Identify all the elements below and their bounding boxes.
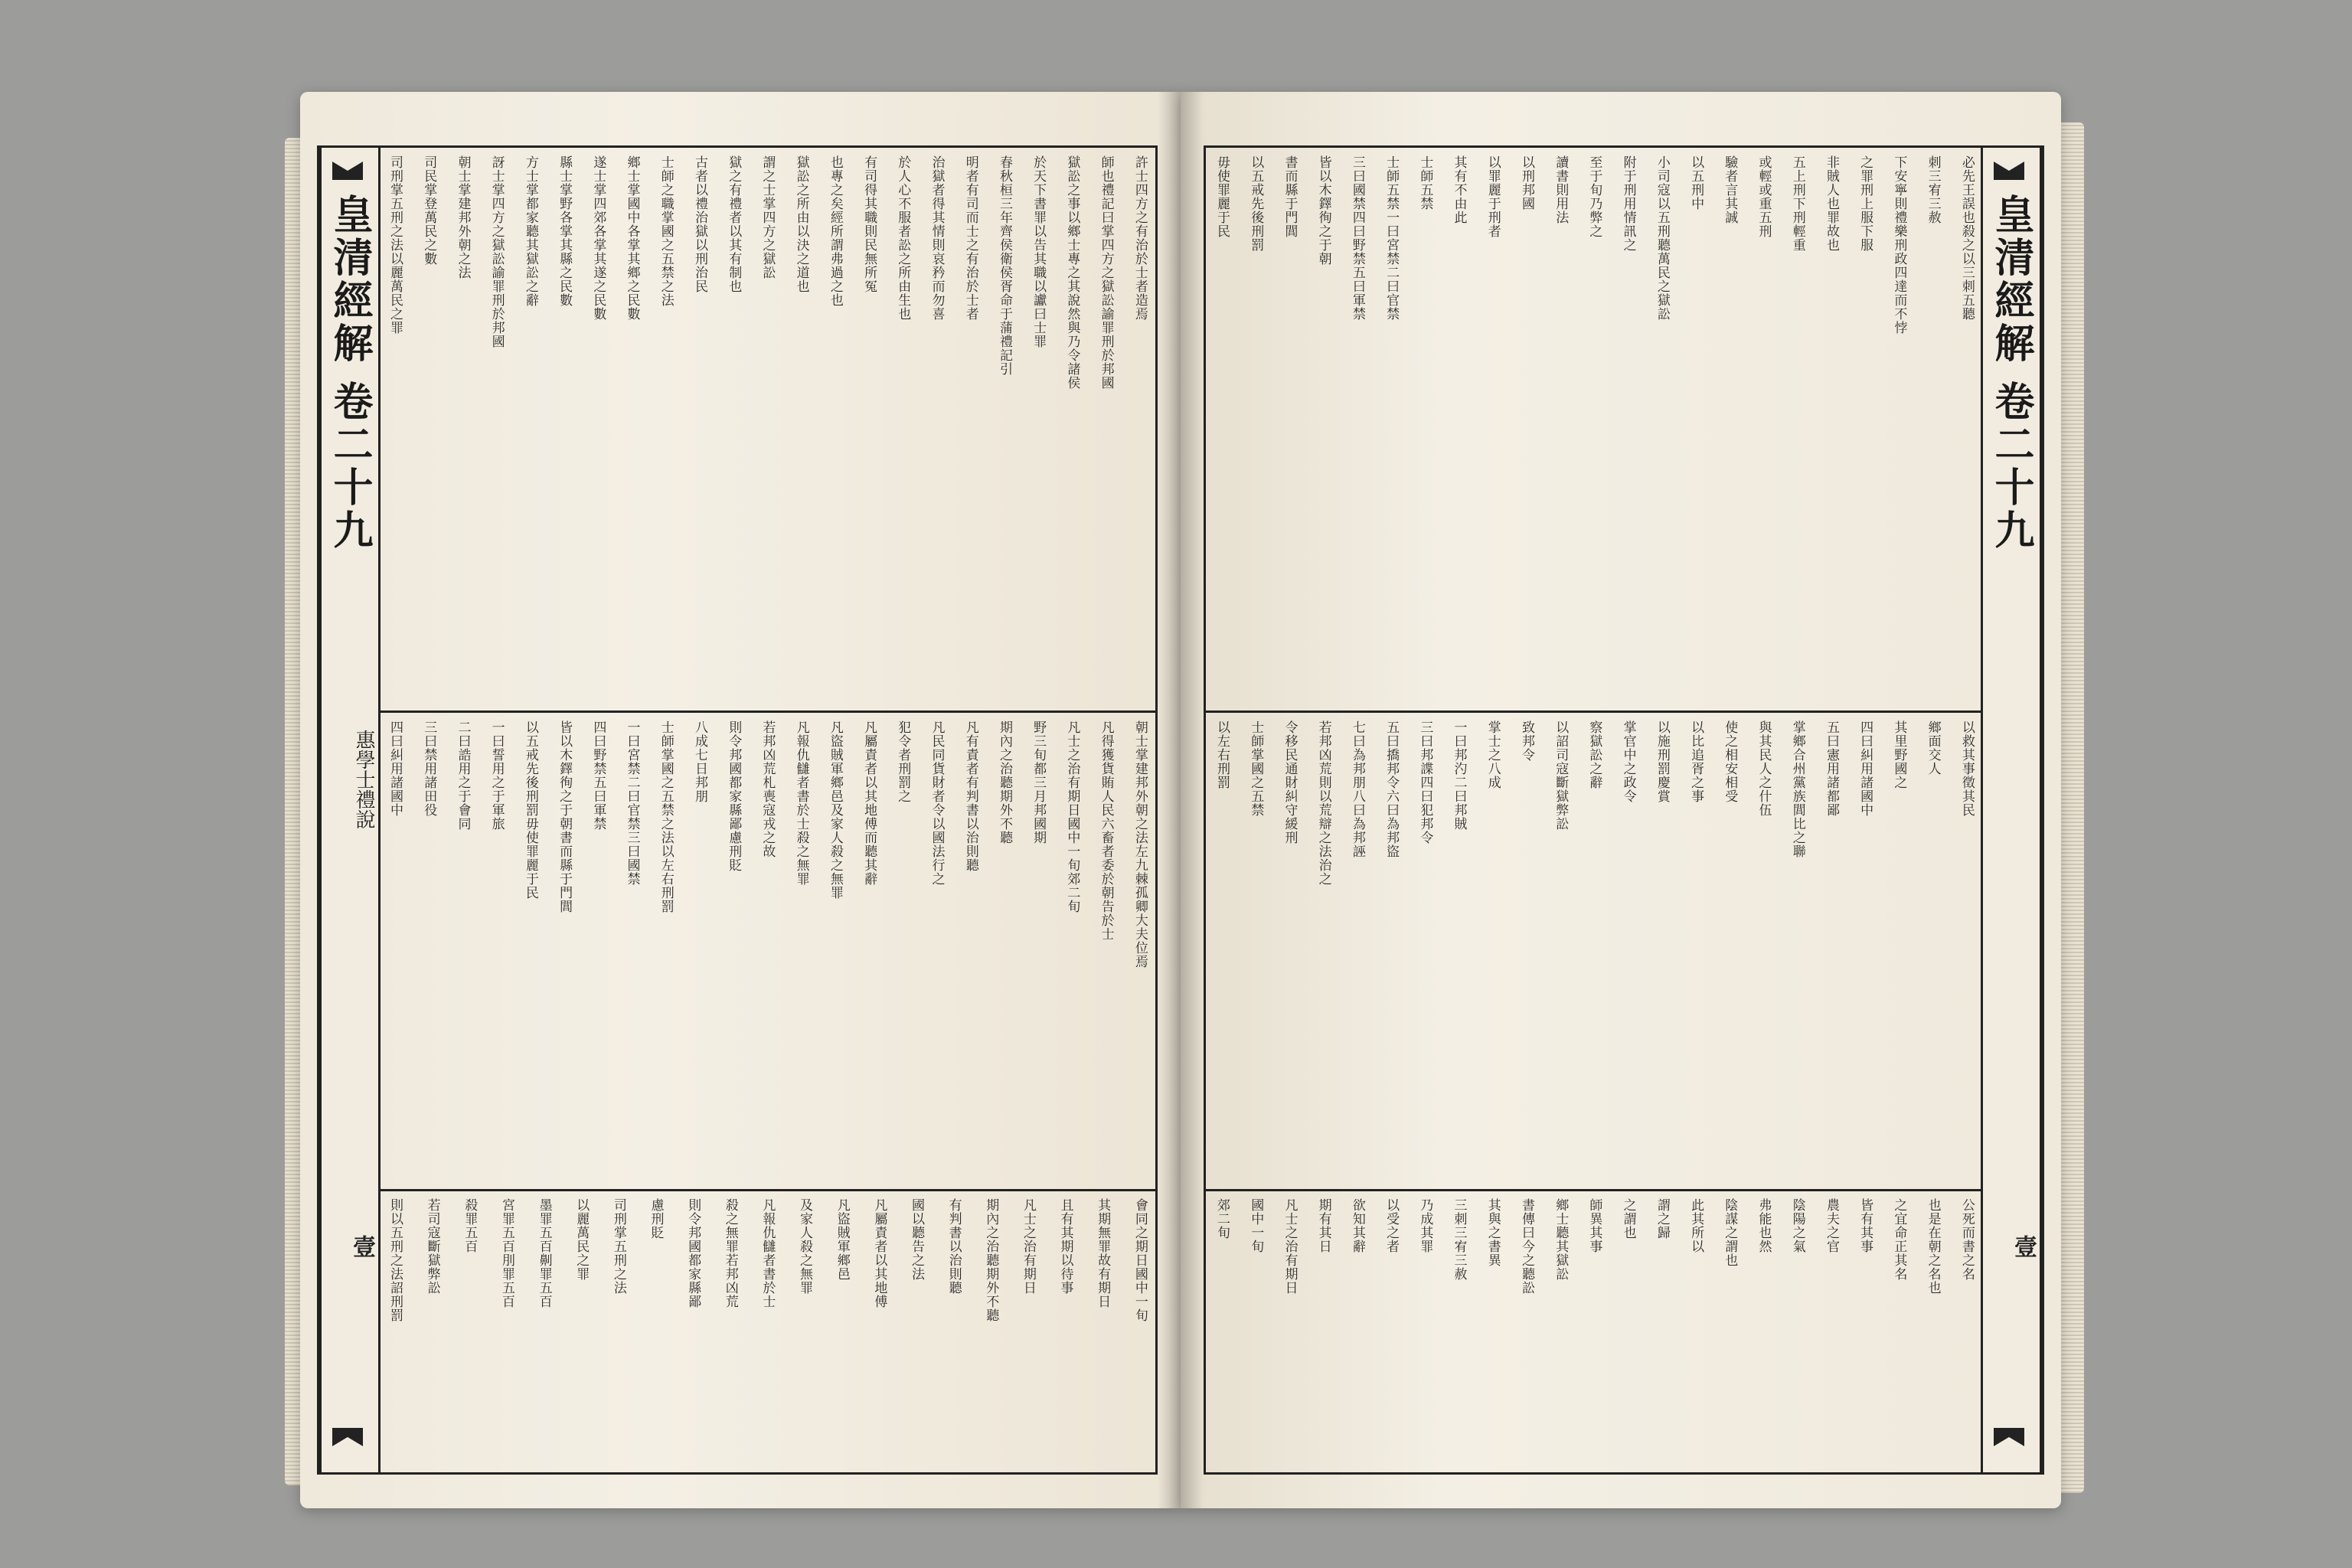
right-lower-register [1215, 1198, 1973, 1462]
text-column: 此其所以 [1688, 1198, 1704, 1253]
volume-number: 卷二十九 [326, 381, 373, 552]
text-column: 掌官中之政令 [1620, 720, 1636, 803]
text-column: 以比追胥之事 [1688, 720, 1704, 803]
text-column: 凡士之治有期日 [1020, 1198, 1036, 1295]
text-column: 以五戒先後刑罰毋使罪麗于民 [522, 720, 538, 900]
text-column: 明者有司而士之有治於士者 [962, 155, 978, 321]
text-column: 凡屬責者以其地傅而聽其辭 [861, 720, 877, 886]
text-column: 一曰宮禁二曰官禁三曰國禁 [624, 720, 640, 886]
text-column: 謂之歸 [1654, 1198, 1670, 1240]
text-column: 以左右刑罰 [1214, 720, 1230, 789]
text-column: 古者以禮治獄以刑治民 [691, 155, 707, 293]
text-column: 凡屬責者以其地傅 [871, 1198, 887, 1308]
left-page-spine [319, 148, 381, 1472]
text-column: 凡士之治有期日 [1282, 1198, 1298, 1295]
text-column: 小司寇以五刑聽萬民之獄訟 [1654, 155, 1670, 321]
text-column: 以詔司寇斷獄弊訟 [1553, 720, 1569, 831]
text-column: 乃成其罪 [1417, 1198, 1433, 1253]
text-column: 獄之有禮者以其有制也 [726, 155, 742, 293]
left-page [300, 92, 1181, 1508]
left-register-divider-2 [319, 1189, 1155, 1191]
text-column: 凡報仇讎者書於士 [760, 1198, 776, 1308]
left-page-frame [317, 145, 1158, 1475]
text-column: 期有其日 [1315, 1198, 1331, 1253]
text-column: 若邦凶荒札喪寇戎之故 [760, 720, 776, 858]
text-column: 野三旬都三月邦國期 [1031, 720, 1047, 844]
text-column: 驗者言其誠 [1722, 155, 1738, 224]
text-column: 士師之職掌國之五禁之法 [658, 155, 674, 307]
text-column: 凡民同貨財者令以國法行之 [929, 720, 945, 886]
text-column: 下安寧則禮樂刑政四達而不悖 [1891, 155, 1907, 335]
text-column: 皆以木鐸徇之于朝 [1315, 155, 1331, 266]
text-column: 五曰撟邦令六曰為邦盜 [1383, 720, 1400, 858]
text-column: 司刑掌五刑之法 [610, 1198, 626, 1295]
text-column: 縣士掌野各掌其縣之民數 [557, 155, 573, 307]
text-column: 七曰為邦朋八曰為邦誣 [1349, 720, 1365, 858]
text-column: 附于刑用情訊之 [1620, 155, 1636, 252]
text-column: 掌鄉合州黨族閭比之聯 [1789, 720, 1805, 858]
text-column: 郊二旬 [1214, 1198, 1230, 1240]
text-column: 治獄者得其情則哀矜而勿喜 [929, 155, 945, 321]
text-column: 殺罪五百 [462, 1198, 478, 1253]
text-column: 若司寇斷獄弊訟 [424, 1198, 440, 1295]
text-column: 之宜命正其名 [1891, 1198, 1907, 1281]
text-column: 犯令者刑罰之 [895, 720, 911, 803]
text-column: 方士掌都家聽其獄訟之辭 [522, 155, 538, 307]
text-column: 以施刑罰慶賞 [1654, 720, 1670, 803]
text-column: 也專之矣經所謂弗過之也 [827, 155, 843, 307]
text-column: 八成七日邦朋 [691, 720, 707, 803]
text-column: 士師掌國之五禁 [1248, 720, 1264, 817]
book-gutter [1158, 92, 1204, 1508]
text-column: 於人心不服者訟之所由生也 [895, 155, 911, 321]
left-spine-title [322, 194, 378, 552]
text-column: 其有不由此 [1451, 155, 1467, 224]
text-column: 國中一旬 [1248, 1198, 1264, 1253]
book-title: 皇清經解 [1988, 194, 2034, 365]
text-column: 二曰誥用之于會同 [455, 720, 471, 831]
book-title: 皇清經解 [326, 194, 373, 365]
text-column: 則以五刑之法詔刑罰 [387, 1198, 403, 1322]
text-column: 書而縣于門閭 [1282, 155, 1298, 238]
text-column: 三曰邦諜四曰犯邦令 [1417, 720, 1433, 844]
text-column: 三曰國禁四曰野禁五曰軍禁 [1349, 155, 1365, 321]
right-upper-register [1215, 155, 1973, 703]
text-column: 遂士掌四郊各掌其遂之民數 [590, 155, 606, 321]
text-column: 期內之治聽期外不聽 [983, 1198, 999, 1322]
text-column: 士師五禁 [1417, 155, 1433, 211]
text-column: 殺之無罪若邦凶荒 [722, 1198, 738, 1308]
text-column: 獄訟之所由以決之道也 [793, 155, 809, 293]
text-column: 四曰糾用諸國中 [387, 720, 403, 817]
text-column: 四曰糾用諸國中 [1857, 720, 1873, 817]
text-column: 凡盜賊軍鄉邑及家人殺之無罪 [827, 720, 843, 900]
text-column: 察獄訟之辭 [1586, 720, 1602, 789]
text-column: 有司得其職則民無所冤 [861, 155, 877, 293]
text-column: 有判書以治則聽 [946, 1198, 962, 1295]
text-column: 也是在朝之名也 [1925, 1198, 1941, 1295]
text-column: 以受之者 [1383, 1198, 1400, 1253]
text-column: 士師五禁一曰宮禁二曰官禁 [1383, 155, 1400, 321]
text-column: 掌士之八成 [1485, 720, 1501, 789]
text-column: 農夫之官 [1823, 1198, 1839, 1253]
text-column: 以麗萬民之罪 [573, 1198, 590, 1281]
text-column: 司民掌登萬民之數 [421, 155, 437, 266]
text-column: 致邦令 [1518, 720, 1534, 762]
text-column: 以五戒先後刑罰 [1248, 155, 1264, 252]
text-column: 訝士掌四方之獄訟諭罪刑於邦國 [488, 155, 505, 348]
text-column: 凡盜賊軍鄉邑 [834, 1198, 850, 1281]
volume-number: 卷二十九 [1988, 381, 2034, 552]
left-upper-register [388, 155, 1146, 703]
text-column: 非賊人也罪故也 [1823, 155, 1839, 252]
text-column: 一曰誓用之于軍旅 [488, 720, 505, 831]
text-column: 凡士之治有期日國中一旬郊二旬 [1064, 720, 1080, 913]
text-column: 師異其事 [1586, 1198, 1602, 1253]
text-column: 凡得獲貨賄人民六畜者委於朝告於士 [1098, 720, 1114, 941]
text-column: 書傳曰今之聽訟 [1518, 1198, 1534, 1295]
text-column: 司刑掌五刑之法以麗萬民之罪 [387, 155, 403, 335]
text-column: 令移民通財糾守緩刑 [1282, 720, 1298, 844]
text-column: 若邦凶荒則以荒辯之法治之 [1315, 720, 1331, 886]
text-column: 朝士掌建邦外朝之法 [455, 155, 471, 279]
text-column: 四曰野禁五曰軍禁 [590, 720, 606, 831]
right-spine-title [1983, 194, 2040, 552]
open-book [300, 92, 2061, 1516]
text-column: 師也禮記曰掌四方之獄訟諭罪刑於邦國 [1098, 155, 1114, 390]
fish-tail-mark-icon [332, 162, 363, 180]
text-column: 以刑邦國 [1518, 155, 1534, 211]
text-column: 期內之治聽期外不聽 [996, 720, 1012, 844]
right-folio: 壹 [2010, 1235, 2037, 1258]
text-column: 鄉士掌國中各掌其鄉之民數 [624, 155, 640, 321]
left-folio: 壹 [348, 1235, 375, 1258]
fish-tail-mark-icon [332, 1428, 363, 1446]
text-column: 鄉士聽其獄訟 [1553, 1198, 1569, 1281]
text-column: 宮罪五百刖罪五百 [498, 1198, 514, 1308]
text-column: 讀書則用法 [1553, 155, 1569, 224]
fish-tail-mark-icon [1994, 162, 2024, 180]
text-column: 陰謀之謂也 [1722, 1198, 1738, 1267]
text-column: 陰陽之氣 [1789, 1198, 1805, 1253]
right-page-spine [1981, 148, 2042, 1472]
text-column: 以五刑中 [1688, 155, 1704, 211]
text-column: 及家人殺之無罪 [797, 1198, 813, 1295]
text-column: 弗能也然 [1756, 1198, 1772, 1253]
text-column: 墨罪五百劓罪五百 [536, 1198, 552, 1308]
text-column: 三曰禁用諸田役 [421, 720, 437, 817]
text-column: 以罪麗于刑者 [1485, 155, 1501, 238]
text-column: 獄訟之事以鄉士專之其說然與乃令諸侯 [1064, 155, 1080, 390]
text-column: 春秋桓三年齊侯衛侯胥命于蒲禮記引 [996, 155, 1012, 376]
text-column: 或輕或重五刑 [1756, 155, 1772, 238]
text-column: 必先王誤也殺之以三刺五聽 [1958, 155, 1975, 321]
text-column: 一曰邦汋二曰邦賊 [1451, 720, 1467, 831]
left-register-divider-1 [319, 710, 1155, 713]
text-column: 以救其事徵其民 [1958, 720, 1975, 817]
text-column: 五曰憲用諸都鄙 [1823, 720, 1839, 817]
left-lower-register [388, 1198, 1146, 1462]
text-column: 欲知其辭 [1349, 1198, 1365, 1253]
text-column: 其里野國之 [1891, 720, 1907, 789]
text-column: 許士四方之有治於士者造焉 [1132, 155, 1148, 321]
text-column: 其與之書異 [1485, 1198, 1501, 1267]
text-column: 則令邦國都家縣鄙慮刑貶 [726, 720, 742, 872]
text-column: 凡有責者有判書以治則聽 [962, 720, 978, 872]
text-column: 公死而書之名 [1958, 1198, 1975, 1281]
text-column: 與其民人之什伍 [1756, 720, 1772, 817]
text-column: 會同之期日國中一旬 [1132, 1198, 1148, 1322]
text-column: 至于旬乃弊之 [1586, 155, 1602, 238]
text-column: 朝士掌建邦外朝之法左九棘孤卿大夫位焉 [1132, 720, 1148, 969]
text-column: 則令邦國都家縣鄙 [685, 1198, 701, 1308]
text-column: 之罪刑上服下服 [1857, 155, 1873, 252]
text-column: 毋使罪麗于民 [1214, 155, 1230, 238]
text-column: 三刺三宥三赦 [1451, 1198, 1467, 1281]
fish-tail-mark-icon [1994, 1428, 2024, 1446]
text-column: 其期無罪故有期日 [1095, 1198, 1111, 1308]
right-middle-register [1215, 720, 1973, 1180]
text-column: 使之相安相受 [1722, 720, 1738, 803]
right-register-divider-2 [1206, 1189, 2042, 1191]
text-column: 謂之士掌四方之獄訟 [760, 155, 776, 279]
text-column: 慮刑貶 [648, 1198, 664, 1240]
left-section-label: 惠學士禮說 [352, 730, 375, 829]
text-column: 且有其期以待事 [1057, 1198, 1073, 1295]
text-column: 刺三宥三赦 [1925, 155, 1941, 224]
text-column: 凡報仇讎者書於士殺之無罪 [793, 720, 809, 886]
right-page-frame [1204, 145, 2044, 1475]
text-column: 於天下書罪以告其職以讞曰士罪 [1031, 155, 1047, 348]
text-column: 士師掌國之五禁之法以左右刑罰 [658, 720, 674, 913]
right-page [1181, 92, 2061, 1508]
text-column: 皆有其事 [1857, 1198, 1873, 1253]
text-column: 國以聽告之法 [908, 1198, 924, 1281]
text-column: 五上刑下刑輕重 [1789, 155, 1805, 252]
text-column: 鄉面交人 [1925, 720, 1941, 776]
right-register-divider-1 [1206, 710, 2042, 713]
text-column: 之謂也 [1620, 1198, 1636, 1240]
text-column: 皆以木鐸徇之于朝書而縣于門閭 [557, 720, 573, 913]
left-middle-register [388, 720, 1146, 1180]
